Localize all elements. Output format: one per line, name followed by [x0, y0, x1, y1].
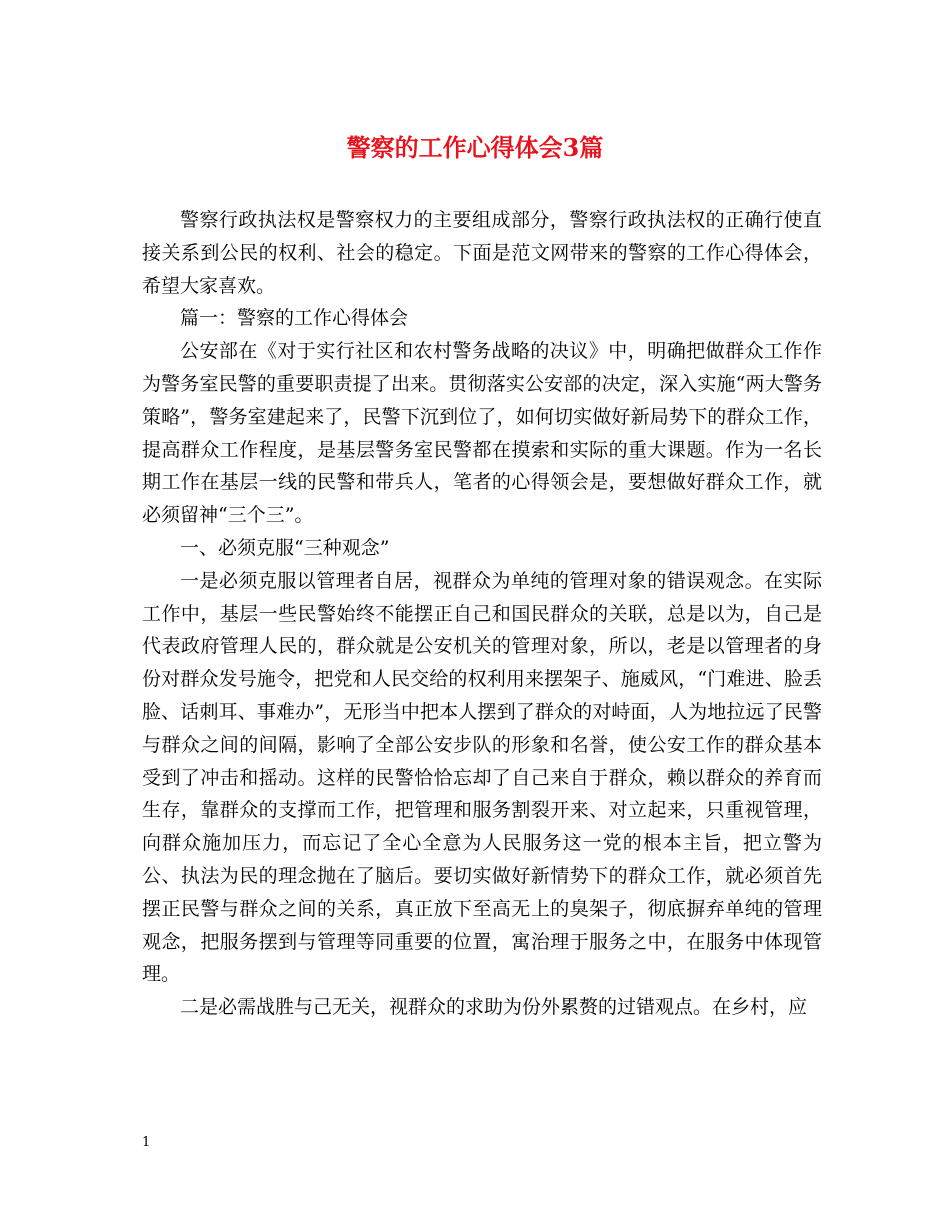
document-body: [142, 204, 822, 1024]
paragraph-subheading: 一、必须克服“三种观念”: [180, 536, 390, 559]
paragraph-intro: 警察行政执法权是警察权力的主要组成部分，警察行政执法权的正确行使直接关系到公民的权利、社会的稳定。下面是范文网带来的警察的工作心得体会，希望大家喜欢。: [142, 209, 822, 297]
paragraph-main: 公安部在《对于实行社区和农村警务战略的决议》中，明确把做群众工作作为警务室民警的重要职责提了出来。贯彻落实公安部的决定，深入实施“两大警务策略”，警务室建起来了，民警下沉到位了，如何切实做好新局势下的群众工作，提高群众工作程度，是基层警务室民警都在摸索和实际的重大课题。作为一名长期工作在基层一线的民警和带兵人，笔者的心得领会是，要想做好群众工作，就必须留神“三个三”。: [142, 340, 822, 527]
paragraph-section-heading: 篇一：警察的工作心得体会: [180, 307, 409, 330]
page-number: 1: [142, 1135, 151, 1150]
paragraph-point-one: 一是必须克服以管理者自居，视群众为单纯的管理对象的错误观念。在实际工作中，基层一些民警始终不能摆正自己和国民群众的关联，总是以为，自己是代表政府管理人民的，群众就是公安机关的管理对象，所以，老是以管理者的身份对群众发号施令，把党和人民交给的权利用来摆架子、施威风，“门难进、脸丢脸、话刺耳、事难办”，无形当中把本人摆到了群众的对峙面，人为地拉远了民警与群众之间的间隔，影响了全部公安步队的形象和名誉，使公安工作的群众基本受到了冲击和摇动。这样的民警恰恰忘却了自己来自于群众，赖以群众的养育而生存，靠群众的支撑而工作，把管理和服务割裂开来、对立起来，只重视管理，向群众施加压力，而忘记了全心全意为人民服务这一党的根本主旨，把立警为公、执法为民的理念抛在了脑后。要切实做好新情势下的群众工作，就必须首先摆正民警与群众之间的关系，真正放下至高无上的臭架子，彻底摒弃单纯的管理观念，把服务摆到与管理等同重要的位置，寓治理于服务之中，在服务中体现管理。: [142, 569, 822, 986]
paragraph-point-two: 二是必需战胜与己无关，视群众的求助为份外累赘的过错观点。在乡村，应: [180, 996, 808, 1019]
document-title: 警察的工作心得体会3篇: [346, 133, 604, 162]
